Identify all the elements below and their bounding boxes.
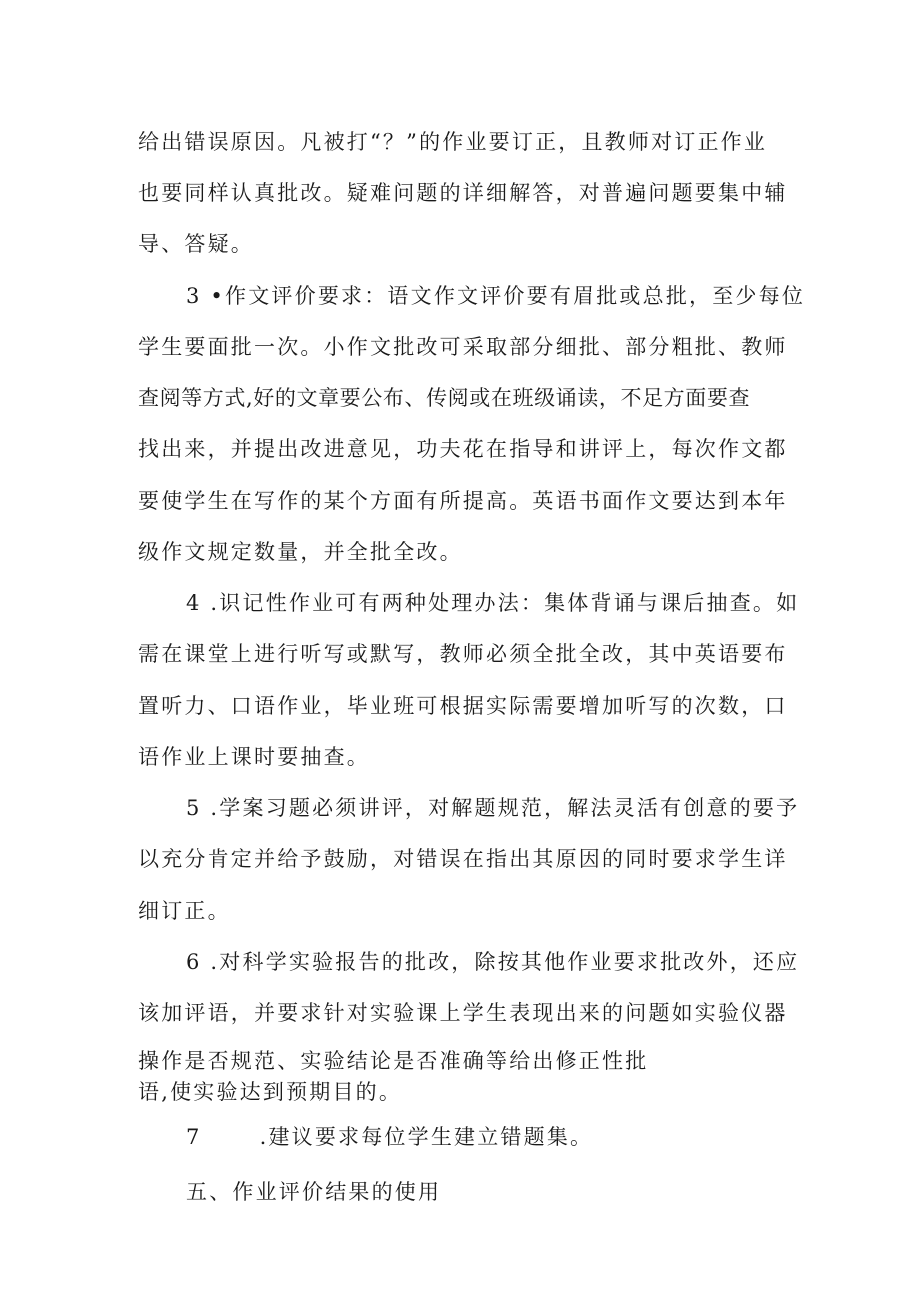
text-line: 找出来，并提出改进意见，功夫花在指导和讲评上，每次作文都: [138, 437, 788, 461]
paragraph-6-start: 6 .对科学实验报告的批改，除按其他作业要求批改外，还应: [186, 950, 800, 974]
item-number: 7: [186, 1125, 202, 1149]
paragraph-4-start: 4 .识记性作业可有两种处理办法：集体背诵与课后抽查。如: [186, 591, 800, 615]
text-line: 语,使实验达到预期目的。: [138, 1080, 403, 1104]
text-line: 查阅等方式,好的文章要公布、传阅或在班级诵读，不足方面要查: [138, 386, 751, 410]
text-line: 导、答疑。: [138, 232, 254, 256]
text-line: 操作是否规范、实验结论是否准确等给出修正性批: [138, 1049, 649, 1073]
paragraph-7: [186, 1122, 846, 1152]
text-line: 细订正。: [138, 899, 231, 923]
text-line: 学生要面批一次。小作文批改可采取部分细批、部分粗批、教师: [138, 335, 788, 359]
text-line: 该加评语，并要求针对实验课上学生表现出来的问题如实验仪器: [138, 1001, 788, 1025]
paragraph-3-start: 3 •作文评价要求：语文作文评价要有眉批或总批，至少每位: [186, 284, 806, 308]
section-heading: 五、作业评价结果的使用: [186, 1180, 442, 1204]
text-line: 级作文规定数量，并全批全改。: [138, 540, 463, 564]
text-line: 要使学生在写作的某个方面有所提高。英语书面作文要达到本年: [138, 489, 788, 513]
text-line: 给出错误原因。凡被打“？”的作业要订正，且教师对订正作业: [138, 130, 768, 154]
text-line: 需在课堂上进行听写或默写，教师必须全批全改，其中英语要布: [138, 642, 788, 666]
paragraph-5-start: 5 .学案习题必须讲评，对解题规范，解法灵活有创意的要予: [186, 796, 800, 820]
text-line: 也要同样认真批改。疑难问题的详细解答，对普遍问题要集中辅: [138, 181, 788, 205]
text-line: 以充分肯定并给予鼓励，对错误在指出其原因的同时要求学生详: [138, 847, 788, 871]
text-line: 语作业上课时要抽查。: [138, 745, 370, 769]
text-line: 置听力、口语作业，毕业班可根据实际需要增加听写的次数，口: [138, 694, 788, 718]
item-text: .建议要求每位学生建立错题集。: [259, 1125, 594, 1149]
